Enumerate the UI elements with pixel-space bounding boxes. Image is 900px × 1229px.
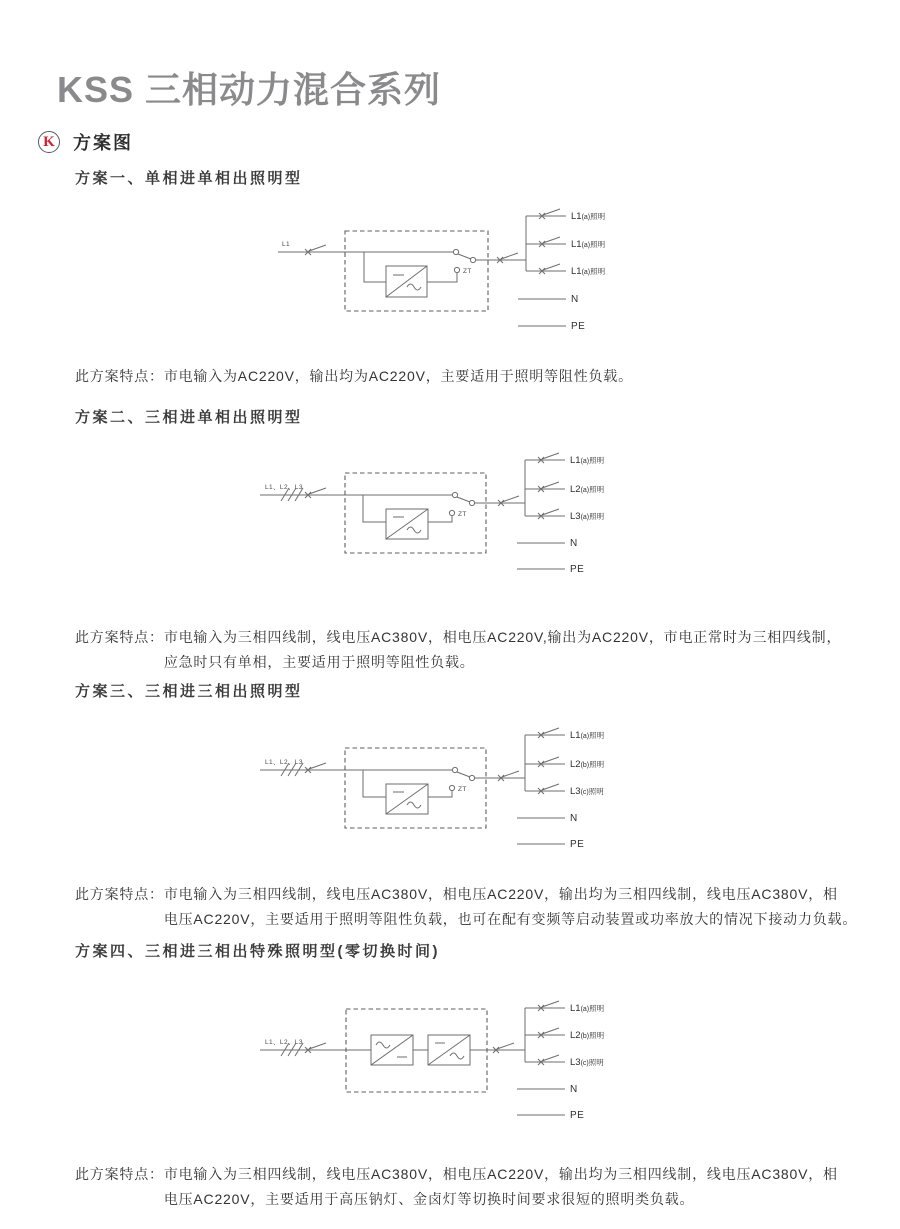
scheme1-circuit-diagram (270, 195, 660, 345)
changeover-switch-icon (453, 249, 475, 262)
pe-label: PE (570, 564, 585, 575)
scheme1-feature (75, 364, 633, 389)
zt-label: ZT (458, 511, 467, 518)
breaker-switch-icon (493, 1043, 514, 1053)
zt-terminal-icon (454, 267, 459, 272)
output-label: L1(a)照明 (571, 266, 606, 277)
output-label: L1(a)照明 (571, 239, 606, 250)
scheme2-heading: 方案二、三相进单相出照明型 (75, 409, 303, 426)
scheme2-feature (75, 625, 841, 675)
output-label: L2(b)照明 (570, 1030, 605, 1041)
scheme3-wires (260, 728, 565, 844)
input-label: L1 (282, 241, 291, 248)
scheme2-circuit-diagram (255, 440, 635, 595)
feature-text: 市电输入为三相四线制，线电压AC380V，相电压AC220V，输出均为三相四线制，线电压AC380V，相 电压AC220V，主要适用于高压钠灯、金卤灯等切换时间要求很短的照明类负载。 (163, 1166, 838, 1207)
output-label: L3(a)照明 (570, 511, 605, 522)
breaker-switch-icon (305, 763, 326, 773)
section-header (38, 129, 133, 155)
output-label: L3(c)照明 (570, 1057, 604, 1068)
breaker-switch-icon (497, 253, 518, 263)
inverter-icon (386, 784, 428, 814)
output-label: L1(a)照明 (570, 1003, 605, 1014)
branch-switch-icon (538, 482, 559, 492)
breaker-switch-icon (498, 771, 519, 781)
scheme1-heading: 方案一、单相进单相出照明型 (75, 170, 303, 187)
changeover-switch-icon (452, 492, 474, 505)
branch-switch-icon (538, 728, 559, 738)
scheme4-heading: 方案四、三相进三相出特殊照明型(零切换时间) (75, 943, 440, 960)
output-label: L3(c)照明 (570, 786, 604, 797)
inverter-feed-line (364, 252, 386, 282)
neutral-label: N (570, 1084, 578, 1095)
breaker-switch-icon (305, 488, 326, 498)
breaker-switch-icon (498, 496, 519, 506)
branch-switch-icon (539, 264, 560, 274)
branch-switch-icon (538, 1055, 559, 1065)
k-circle-icon: K (38, 131, 60, 153)
pe-label: PE (570, 1110, 585, 1121)
rectifier-icon (371, 1035, 413, 1065)
zt-line (428, 516, 452, 522)
zt-label: ZT (458, 786, 467, 793)
branch-switch-icon (538, 1028, 559, 1038)
zt-terminal-icon (449, 785, 454, 790)
feature-label: 此方案特点： (75, 629, 164, 645)
pe-label: PE (571, 321, 586, 332)
scheme4-feature (75, 1162, 838, 1212)
branch-switch-icon (538, 784, 559, 794)
feature-label: 此方案特点： (75, 1166, 164, 1182)
inverter-icon (428, 1035, 470, 1065)
feature-label: 此方案特点： (75, 886, 164, 902)
neutral-label: N (570, 813, 578, 824)
input-label: L1、L2、L3 (265, 484, 303, 491)
neutral-label: N (570, 538, 578, 549)
feature-text: 市电输入为三相四线制，线电压AC380V，相电压AC220V,输出为AC220V，市电正常时为三相四线制， 应急时只有单相，主要适用于照明等阻性负载。 (163, 629, 842, 670)
section-title: 方案图 (73, 133, 133, 153)
page-title: KSS 三相动力混合系列 (57, 69, 442, 111)
branch-switch-icon (538, 509, 559, 519)
inverter-feed-line (363, 495, 386, 522)
branch-switch-icon (539, 209, 560, 219)
scheme3-circuit-diagram (255, 715, 635, 870)
zt-label: ZT (463, 268, 472, 275)
branch-switch-icon (539, 237, 560, 247)
zt-line (428, 791, 452, 797)
zt-terminal-icon (449, 510, 454, 515)
branch-switch-icon (538, 757, 559, 767)
output-label: L1(a)照明 (571, 211, 606, 222)
neutral-label: N (571, 294, 579, 305)
output-label: L2(b)照明 (570, 759, 605, 770)
scheme1-wires (278, 209, 566, 326)
zt-line (427, 273, 457, 282)
breaker-switch-icon (305, 1043, 326, 1053)
branch-switch-icon (538, 1001, 559, 1011)
feature-text: 市电输入为三相四线制，线电压AC380V，相电压AC220V，输出均为三相四线制，线电压AC380V，相 电压AC220V，主要适用于照明等阻性负载，也可在配有变频等启动装置或功率放大的情况下接动力负载。 (163, 886, 858, 927)
scheme3-heading: 方案三、三相进三相出照明型 (75, 683, 303, 700)
changeover-switch-icon (452, 767, 474, 780)
feature-text: 市电输入为AC220V，输出均为AC220V，主要适用于照明等阻性负载。 (163, 368, 633, 384)
output-label: L1(a)照明 (570, 730, 605, 741)
inverter-icon (386, 266, 427, 297)
input-label: L1、L2、L3 (265, 759, 303, 766)
feature-label: 此方案特点： (75, 368, 164, 384)
scheme4-circuit-diagram (255, 985, 635, 1125)
output-label: L1(a)照明 (570, 455, 605, 466)
inverter-icon (386, 509, 428, 539)
output-label: L2(a)照明 (570, 484, 605, 495)
branch-switch-icon (538, 453, 559, 463)
scheme3-feature (75, 882, 857, 932)
pe-label: PE (570, 839, 585, 850)
input-label: L1、L2、L3 (265, 1039, 303, 1046)
scheme2-wires (260, 453, 565, 569)
breaker-switch-icon (305, 245, 326, 255)
inverter-feed-line (363, 770, 386, 797)
